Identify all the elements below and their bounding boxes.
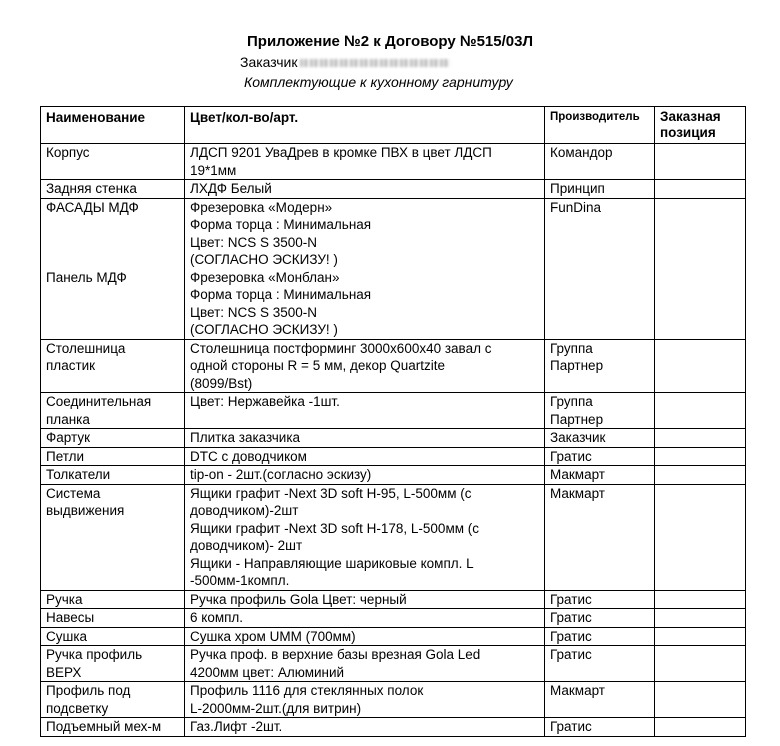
cell-maker: [545, 646, 655, 682]
cell-name-line: Система: [46, 485, 101, 501]
cell-order: [655, 627, 746, 646]
cell-name: [41, 646, 185, 682]
customer-label: Заказчик: [240, 54, 298, 70]
cell-spec: tip-on - 2шт.(согласно эскизу): [185, 466, 545, 485]
cell-spec-line: (8099/Bst): [190, 375, 253, 391]
cell-maker-line: Макмарт: [550, 485, 605, 501]
cell-spec-line: Ящики графит -Next 3D soft H-95, L-500мм (с: [190, 485, 472, 501]
column-header-name: Наименование: [41, 107, 185, 144]
cell-order: [655, 590, 746, 609]
redacted-customer-name: [300, 59, 450, 67]
cell-spec: Сушка хром UMM (700мм): [185, 627, 545, 646]
cell-maker-line: Партнер: [550, 358, 604, 373]
cell-order: [655, 447, 746, 466]
cell-order: [655, 466, 746, 485]
table-row: [41, 447, 746, 466]
cell-name: Фартук: [41, 429, 185, 448]
cell-name: [41, 484, 185, 590]
cell-order: [655, 429, 746, 448]
cell-maker-line: Командор: [550, 145, 613, 160]
cell-order: [655, 718, 746, 737]
table-header-row: [41, 107, 746, 144]
cell-spec-line: Форма торца : Минимальная: [190, 217, 372, 232]
document-title: Приложение №2 к Договору №515/03Л: [247, 33, 533, 50]
cell-order: [655, 144, 746, 180]
cell-spec: [185, 198, 545, 339]
table-row: [41, 466, 746, 485]
cell-spec: [185, 484, 545, 590]
cell-spec: Плитка заказчика: [185, 429, 545, 448]
cell-spec-line: ЛДСП 9201 УваДрев в кромке ПВХ в цвет ЛДСП: [190, 145, 492, 160]
cell-maker: [545, 198, 655, 339]
cell-spec-line: Фрезеровка «Монблан»: [190, 269, 340, 285]
cell-maker: Гратис: [545, 718, 655, 737]
cell-name: [41, 682, 185, 718]
cell-spec-line: Цвет: Нержавейка -1шт.: [190, 394, 340, 409]
cell-maker: [545, 484, 655, 590]
cell-maker: Гратис: [545, 447, 655, 466]
cell-name-line: Задняя стенка: [46, 181, 137, 196]
cell-spec-line: Цвет: NCS S 3500-N: [190, 304, 318, 320]
table-row: [41, 646, 746, 682]
cell-name: Петли: [41, 447, 185, 466]
cell-order: [655, 682, 746, 718]
table-row: [41, 627, 746, 646]
cell-name-line: ФАСАДЫ МДФ: [46, 199, 139, 215]
cell-name: [41, 180, 185, 199]
cell-spec-line: L-2000мм-2шт.(для витрин): [190, 700, 362, 716]
cell-spec-line: Профиль 1116 для стеклянных полок: [190, 683, 424, 698]
cell-spec-line: Ящики - Направляющие шариковые компл. L: [190, 555, 474, 571]
table-row: [41, 339, 746, 393]
cell-name: Ручка: [41, 590, 185, 609]
cell-maker: [545, 180, 655, 199]
cell-maker: Гратис: [545, 627, 655, 646]
table-row: [41, 682, 746, 718]
cell-maker: Гратис: [545, 609, 655, 628]
cell-spec-line: Цвет: NCS S 3500-N: [190, 234, 318, 250]
table-row: [41, 180, 746, 199]
cell-name-line: Панель МДФ: [46, 269, 127, 285]
cell-spec-line: ЛХДФ Белый: [190, 181, 272, 196]
customer-line: [240, 53, 450, 71]
cell-order: [655, 393, 746, 429]
cell-spec: [185, 682, 545, 718]
cell-spec-line: (СОГЛАСНО ЭСКИЗУ! ): [190, 322, 338, 337]
cell-spec: [185, 339, 545, 393]
cell-maker: Гратис: [545, 590, 655, 609]
table-row: [41, 429, 746, 448]
cell-name: Подъемный мех-м: [41, 718, 185, 737]
cell-name: [41, 198, 185, 339]
cell-maker-line: Группа: [550, 394, 593, 409]
cell-spec-line: 19*1мм: [190, 162, 237, 178]
cell-spec: Ручка профиль Gola Цвет: черный: [185, 590, 545, 609]
cell-name: Сушка: [41, 627, 185, 646]
cell-spec-line: Ручка проф. в верхние базы врезная Gola Led: [190, 647, 481, 662]
cell-spec-line: одной стороны R = 5 мм, декор Quartzite: [190, 358, 445, 373]
cell-maker-line: Принцип: [550, 181, 605, 196]
cell-name: Толкатели: [41, 466, 185, 485]
cell-name: [41, 339, 185, 393]
cell-name-line: Корпус: [46, 145, 90, 160]
cell-spec: [185, 646, 545, 682]
cell-name-line: подсветку: [46, 700, 109, 716]
column-header-order: Заказная позиция: [655, 107, 746, 144]
cell-name-line: планка: [46, 411, 90, 427]
cell-order: [655, 198, 746, 339]
cell-spec-line: 4200мм цвет: Алюминий: [190, 664, 345, 680]
cell-maker: Заказчик: [545, 429, 655, 448]
cell-maker-line: Партнер: [550, 411, 604, 427]
table-row: [41, 484, 746, 590]
cell-maker: [545, 682, 655, 718]
document-subtitle: Комплектующие к кухонному гарнитуру: [244, 74, 513, 90]
cell-spec: [185, 180, 545, 199]
cell-name-line: Ручка профиль: [46, 647, 143, 662]
cell-name-line: ВЕРХ: [46, 664, 82, 680]
cell-maker-line: Макмарт: [550, 683, 605, 698]
table-row: [41, 609, 746, 628]
cell-maker: [545, 144, 655, 180]
cell-name-line: выдвижения: [46, 503, 125, 518]
cell-spec-line: Фрезеровка «Модерн»: [190, 199, 333, 215]
cell-spec-line: доводчиком)-2шт: [190, 503, 299, 518]
table-row: [41, 198, 746, 339]
cell-spec-line: доводчиком)- 2шт: [190, 538, 303, 553]
cell-spec-line: -500мм-1компл.: [190, 573, 290, 588]
cell-maker: Макмарт: [545, 466, 655, 485]
cell-maker: [545, 393, 655, 429]
cell-spec: [185, 393, 545, 429]
components-table: [40, 106, 746, 737]
cell-maker-line: FunDina: [550, 199, 602, 215]
cell-name: [41, 393, 185, 429]
table-row: [41, 144, 746, 180]
cell-name-line: Соединительная: [46, 394, 152, 409]
cell-spec-line: (СОГЛАСНО ЭСКИЗУ! ): [190, 252, 338, 267]
cell-name: Навесы: [41, 609, 185, 628]
cell-order: [655, 339, 746, 393]
cell-spec: 6 компл.: [185, 609, 545, 628]
cell-spec-line: Форма торца : Минимальная: [190, 287, 372, 302]
cell-spec: [185, 144, 545, 180]
cell-name: [41, 144, 185, 180]
cell-spec-line: Столешница постформинг 3000х600х40 завал с: [190, 340, 492, 356]
cell-name-line: Профиль под: [46, 683, 131, 698]
cell-order: [655, 646, 746, 682]
cell-spec: DTC с доводчиком: [185, 447, 545, 466]
cell-maker-line: Гратис: [550, 647, 592, 662]
column-header-spec: Цвет/кол-во/арт.: [185, 107, 545, 144]
column-header-maker: Производитель: [545, 107, 655, 144]
cell-order: [655, 484, 746, 590]
cell-maker-line: Группа: [550, 340, 593, 356]
table-row: [41, 393, 746, 429]
cell-order: [655, 180, 746, 199]
cell-name-line: Столешница: [46, 340, 126, 356]
cell-spec-line: Ящики графит -Next 3D soft H-178, L-500мм (с: [190, 520, 479, 536]
cell-maker: [545, 339, 655, 393]
cell-name-line: пластик: [46, 358, 96, 373]
table-row: [41, 590, 746, 609]
cell-spec: Газ.Лифт -2шт.: [185, 718, 545, 737]
cell-order: [655, 609, 746, 628]
table-row: [41, 718, 746, 737]
